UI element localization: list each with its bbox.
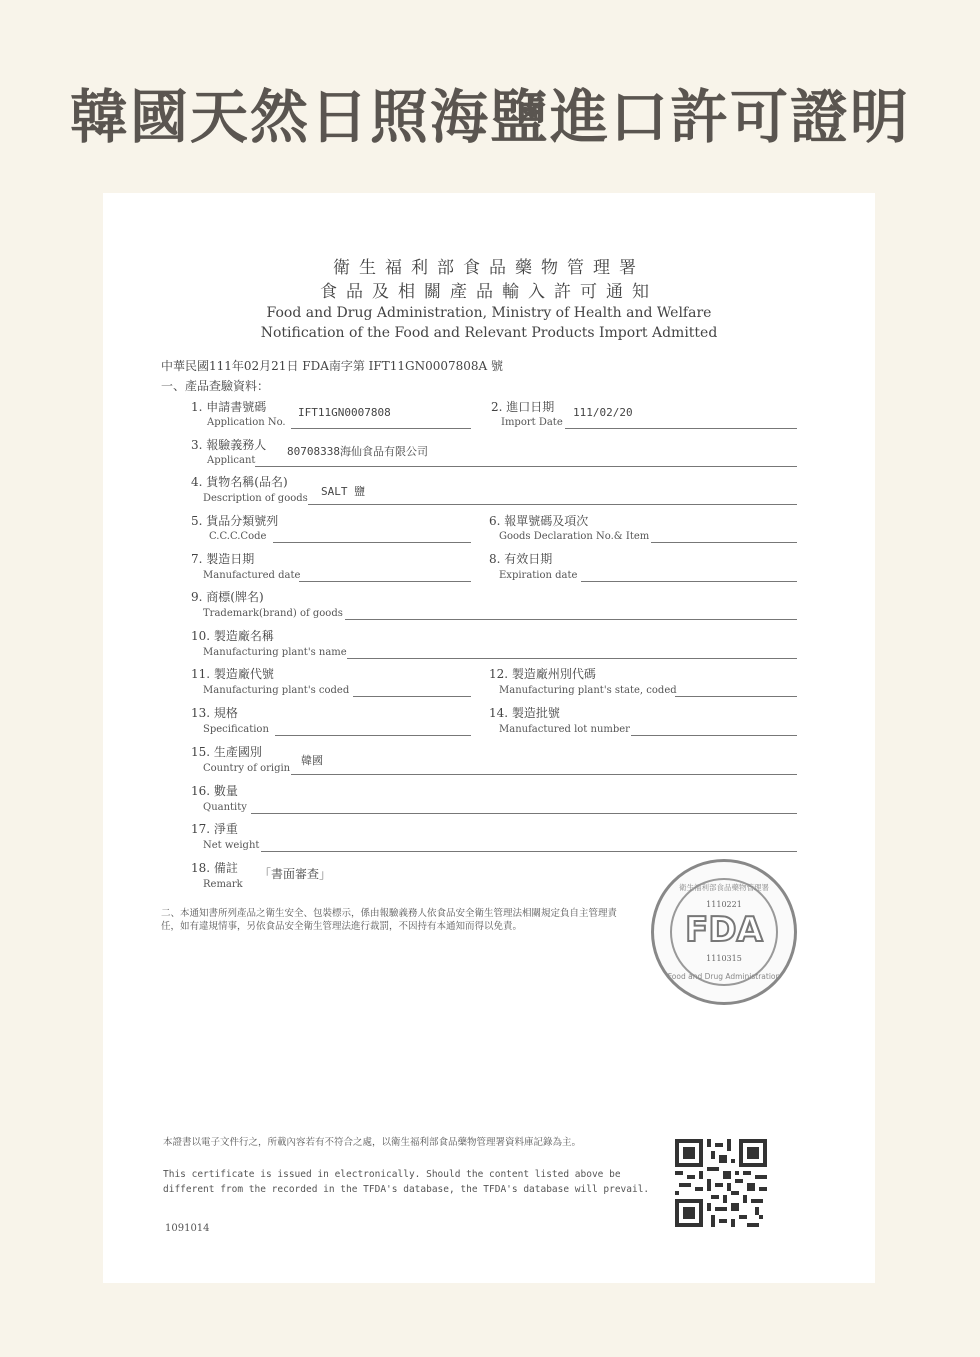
import-permit-document: [103, 193, 875, 1283]
notice-title-zh: 食品及相關產品輸入許可通知: [320, 282, 658, 302]
field-applicant-value: 80708338海仙食品有限公司: [287, 445, 428, 458]
notice-title-en: Notification of the Food and Relevant Products Import Admitted: [260, 325, 718, 341]
fda-seal: [651, 859, 797, 1005]
field-import-date-label-en: Import Date: [501, 417, 563, 428]
field-country-label-en: Country of origin: [203, 763, 291, 774]
field-lot-number-label: 14. 製造批號: [489, 706, 560, 720]
seal-ring-top-text: 衛生福利部食品藥物管理署: [679, 883, 769, 892]
field-plant-state-label-en: Manufacturing plant's state, coded: [499, 685, 677, 696]
agency-name-en: Food and Drug Administration, Ministry of Health and Welfare: [266, 305, 712, 321]
field-manufactured-date-label: 7. 製造日期: [191, 552, 255, 566]
field-country-value: 韓國: [301, 754, 323, 767]
field-application-no-label: 1. 申請書號碼: [191, 400, 267, 414]
field-plant-code-label-en: Manufacturing plant's coded: [203, 685, 350, 696]
field-expiration-date-label: 8. 有效日期: [489, 552, 553, 566]
field-application-no-value: IFT11GN0007808: [298, 406, 391, 419]
field-remark-label: 18. 備註: [191, 861, 238, 875]
seal-date-bottom: 1110315: [706, 954, 742, 963]
seal-date-top: 1110221: [706, 900, 742, 909]
field-application-no-label-en: Application No.: [207, 417, 286, 428]
agency-name-zh: 衛生福利部食品藥物管理署: [333, 258, 645, 278]
field-specification-label: 13. 規格: [191, 706, 238, 720]
field-trademark-label: 9. 商標(牌名): [191, 590, 264, 604]
field-applicant-label: 3. 報驗義務人: [191, 438, 267, 452]
field-remark-label-en: Remark: [203, 879, 243, 890]
section-1-title: 一、產品查驗資料：: [161, 379, 270, 393]
field-goods-description-label-en: Description of goods: [203, 493, 308, 504]
seal-ring-bottom-text: Food and Drug Administration: [667, 972, 781, 981]
field-quantity-label: 16. 數量: [191, 784, 238, 798]
field-import-date-value: 111/02/20: [573, 406, 633, 419]
field-goods-description-label: 4. 貨物名稱(品名): [191, 475, 288, 489]
field-remark-value: 「書面審查」: [259, 867, 332, 881]
page-title: 韓國天然日照海鹽進口許可證明: [69, 83, 910, 151]
field-net-weight-label: 17. 淨重: [191, 822, 238, 836]
field-lot-number-label-en: Manufactured lot number: [499, 724, 630, 735]
field-expiration-date-label-en: Expiration date: [499, 570, 578, 581]
form-code: 1091014: [165, 1223, 210, 1234]
field-plant-name-label-en: Manufacturing plant's name: [203, 647, 347, 658]
field-goods-description-value: SALT 鹽: [321, 485, 366, 498]
field-import-date-label: 2. 進口日期: [491, 400, 555, 414]
field-declaration-no-label: 6. 報單號碼及項次: [489, 514, 589, 528]
field-plant-state-label: 12. 製造廠州別代碼: [489, 667, 596, 681]
field-plant-name-label: 10. 製造廠名稱: [191, 629, 274, 643]
footer-note-zh: 本證書以電子文件行之，所載內容若有不符合之處，以衛生福利部食品藥物管理署資料庫記錄為主。: [163, 1137, 582, 1148]
field-trademark-label-en: Trademark(brand) of goods: [203, 608, 343, 619]
field-quantity-label-en: Quantity: [203, 802, 247, 813]
fda-logo: FDA: [685, 910, 763, 950]
field-manufactured-date-label-en: Manufactured date: [203, 570, 301, 581]
field-ccc-code-label: 5. 貨品分類號列: [191, 514, 279, 528]
field-specification-label-en: Specification: [203, 724, 269, 735]
field-applicant-label-en: Applicant: [207, 455, 256, 466]
field-country-label: 15. 生產國別: [191, 745, 262, 759]
footer-note-en: This certificate is issued in electronically. Should the content listed above be different from the recorded in the TFDA's database, the TFDA's database will prevail.: [163, 1169, 650, 1195]
field-ccc-code-label-en: C.C.C.Code: [209, 531, 267, 542]
field-declaration-no-label-en: Goods Declaration No.& Item: [499, 531, 650, 542]
field-net-weight-label-en: Net weight: [203, 840, 260, 851]
reference-line: 中華民國111年02月21日 FDA南字第 IFT11GN0007808A 號: [161, 359, 504, 373]
section-2-text: 二、本通知書所列產品之衛生安全、包裝標示，係由報驗義務人依食品安全衛生管理法相關規定負自主管理責任，如有違規情事，另依食品安全衛生管理法進行裁罰，不因持有本通知而得以免責。: [161, 908, 618, 932]
qr-code-icon[interactable]: [675, 1139, 767, 1227]
field-plant-code-label: 11. 製造廠代號: [191, 667, 274, 681]
